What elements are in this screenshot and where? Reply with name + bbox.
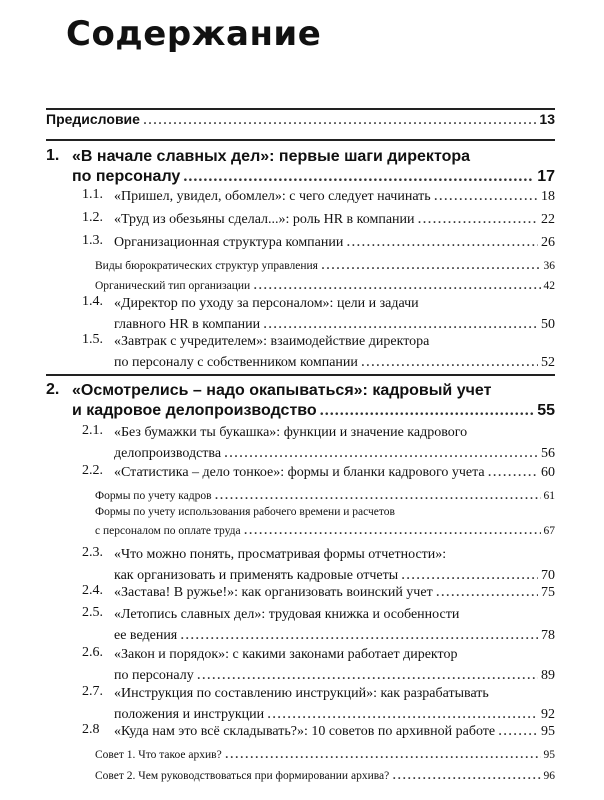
dot-leader xyxy=(498,722,538,740)
dot-leader xyxy=(224,443,538,463)
page-number: 17 xyxy=(537,168,555,185)
divider xyxy=(46,108,555,110)
dot-leader xyxy=(320,401,535,421)
page-number: 75 xyxy=(541,585,555,600)
entry-title-cont: делопроизводства xyxy=(114,446,222,461)
toc-entry-section[interactable] xyxy=(114,423,555,464)
page-number: 60 xyxy=(541,465,555,480)
toc-entry-section[interactable] xyxy=(114,605,555,646)
entry-title: «Статистика – дело тонкое»: формы и бланки кадрового учета xyxy=(114,465,485,480)
dot-leader xyxy=(253,276,540,294)
entry-title: «Инструкция по составлению инструкций»: как разрабатывать xyxy=(114,686,489,701)
section-number: 2.4. xyxy=(82,583,103,598)
divider xyxy=(46,374,555,376)
page-number: 61 xyxy=(543,490,555,502)
page-number: 13 xyxy=(539,111,555,127)
toc-entry-section[interactable] xyxy=(114,463,555,481)
toc-entry-section[interactable] xyxy=(114,645,555,686)
divider xyxy=(46,139,555,141)
section-number: 2.3. xyxy=(82,545,103,560)
dot-leader xyxy=(244,521,541,538)
toc-entry-section[interactable] xyxy=(114,545,555,586)
dot-leader xyxy=(436,583,538,601)
section-number: 1.5. xyxy=(82,332,103,347)
page-number: 42 xyxy=(543,280,555,292)
entry-title: «Труд из обезьяны сделал...»: роль HR в компании xyxy=(114,212,415,227)
toc-entry-section[interactable] xyxy=(114,187,555,205)
entry-title: Совет 2. Чем руководствоваться при формировании архива? xyxy=(95,770,390,782)
dot-leader xyxy=(180,625,538,645)
entry-title: «Директор по уходу за персоналом»: цели и задачи xyxy=(114,296,419,311)
entry-title: Организационная структура компании xyxy=(114,235,344,250)
toc-entry-section[interactable] xyxy=(114,233,555,251)
dot-leader xyxy=(434,187,538,205)
toc-entry-subsection[interactable] xyxy=(95,276,555,294)
entry-title: Предисловие xyxy=(46,111,140,127)
chapter-number: 2. xyxy=(46,381,60,398)
dot-leader xyxy=(215,486,541,504)
page-number: 55 xyxy=(537,402,555,419)
entry-title-cont: по персоналу xyxy=(72,168,181,185)
entry-title: Совет 1. Что такое архив? xyxy=(95,749,222,761)
page-number: 18 xyxy=(541,189,555,204)
page-number: 26 xyxy=(541,235,555,250)
section-number: 2.5. xyxy=(82,605,103,620)
toc-entry-chapter-2[interactable] xyxy=(72,381,555,421)
entry-title-cont: по персоналу с собственником компании xyxy=(114,355,358,370)
dot-leader xyxy=(225,745,541,763)
section-number: 2.7. xyxy=(82,684,103,699)
page-number: 22 xyxy=(541,212,555,227)
entry-title: «Куда нам это всё складывать?»: 10 советов по архивной работе xyxy=(114,724,496,739)
entry-title: «Пришел, увидел, обомлел»: с чего следует начинать xyxy=(114,189,431,204)
section-number: 1.1. xyxy=(82,187,103,202)
entry-title: «Закон и порядок»: с какими законами работает директор xyxy=(114,647,458,662)
page-number: 78 xyxy=(541,628,555,643)
section-number: 2.1. xyxy=(82,423,103,438)
dot-leader xyxy=(361,352,538,372)
page-number: 95 xyxy=(543,749,555,761)
toc-entry-section[interactable] xyxy=(114,294,555,335)
dot-leader xyxy=(488,463,538,481)
toc-entry-subsection[interactable] xyxy=(95,256,555,274)
page-number: 96 xyxy=(543,770,555,782)
entry-title-cont: с персоналом по оплате труда xyxy=(95,525,241,537)
toc-entry-subsection[interactable] xyxy=(95,486,555,504)
dot-leader xyxy=(183,167,534,187)
chapter-number: 1. xyxy=(46,147,60,164)
section-number: 2.8 xyxy=(82,722,100,737)
toc-entry-subsection[interactable] xyxy=(95,504,555,540)
dot-leader xyxy=(392,766,540,784)
entry-title: «В начале славных дел»: первые шаги директора xyxy=(72,148,471,165)
entry-title: Формы по учету использования рабочего времени и расчетов xyxy=(95,506,395,518)
entry-title: Формы по учету кадров xyxy=(95,490,212,502)
toc-entry-chapter-1[interactable] xyxy=(72,147,555,187)
toc-entry-subsection[interactable] xyxy=(95,745,555,763)
section-number: 2.6. xyxy=(82,645,103,660)
dot-leader xyxy=(418,210,538,228)
entry-title: Виды бюрократических структур управления xyxy=(95,260,318,272)
dot-leader xyxy=(267,704,538,724)
page-title: Содержание xyxy=(66,14,322,54)
page-number: 67 xyxy=(543,525,555,537)
dot-leader xyxy=(401,565,538,585)
entry-title: «Застава! В ружье!»: как организовать воинский учет xyxy=(114,585,433,600)
section-number: 1.3. xyxy=(82,233,103,248)
section-number: 2.2. xyxy=(82,463,103,478)
toc-entry-section[interactable] xyxy=(114,332,555,373)
entry-title: «Завтрак с учредителем»: взаимодействие директора xyxy=(114,334,430,349)
entry-title-cont: положения и инструкции xyxy=(114,707,265,722)
toc-entry-preface[interactable] xyxy=(46,111,555,129)
dot-leader xyxy=(263,314,538,334)
page-number: 36 xyxy=(543,260,555,272)
toc-entry-section[interactable] xyxy=(114,684,555,725)
section-number: 1.2. xyxy=(82,210,103,225)
dot-leader xyxy=(143,111,536,129)
page-number: 92 xyxy=(541,707,555,722)
toc-entry-section[interactable] xyxy=(114,210,555,228)
page-number: 52 xyxy=(541,355,555,370)
toc-entry-section[interactable] xyxy=(114,583,555,601)
dot-leader xyxy=(197,665,538,685)
page-number: 89 xyxy=(541,668,555,683)
entry-title-cont: ее ведения xyxy=(114,628,178,643)
entry-title: «Осмотрелись – надо окапываться»: кадровый учет xyxy=(72,382,492,399)
dot-leader xyxy=(346,233,538,251)
page-number: 70 xyxy=(541,568,555,583)
entry-title-cont: и кадровое делопроизводство xyxy=(72,402,317,419)
dot-leader xyxy=(321,256,541,274)
page-number: 95 xyxy=(541,724,555,739)
entry-title: «Летопись славных дел»: трудовая книжка и особенности xyxy=(114,607,460,622)
page-number: 56 xyxy=(541,446,555,461)
entry-title-cont: как организовать и применять кадровые отчеты xyxy=(114,568,399,583)
entry-title-cont: по персоналу xyxy=(114,668,194,683)
entry-title-cont: главного HR в компании xyxy=(114,317,261,332)
section-number: 1.4. xyxy=(82,294,103,309)
page-number: 50 xyxy=(541,317,555,332)
entry-title: «Что можно понять, просматривая формы отчетности»: xyxy=(114,547,447,562)
entry-title: «Без бумажки ты букашка»: функции и значение кадрового xyxy=(114,425,468,440)
toc-entry-section[interactable] xyxy=(114,722,555,740)
entry-title: Органический тип организации xyxy=(95,280,251,292)
toc-entry-subsection[interactable] xyxy=(95,766,555,784)
